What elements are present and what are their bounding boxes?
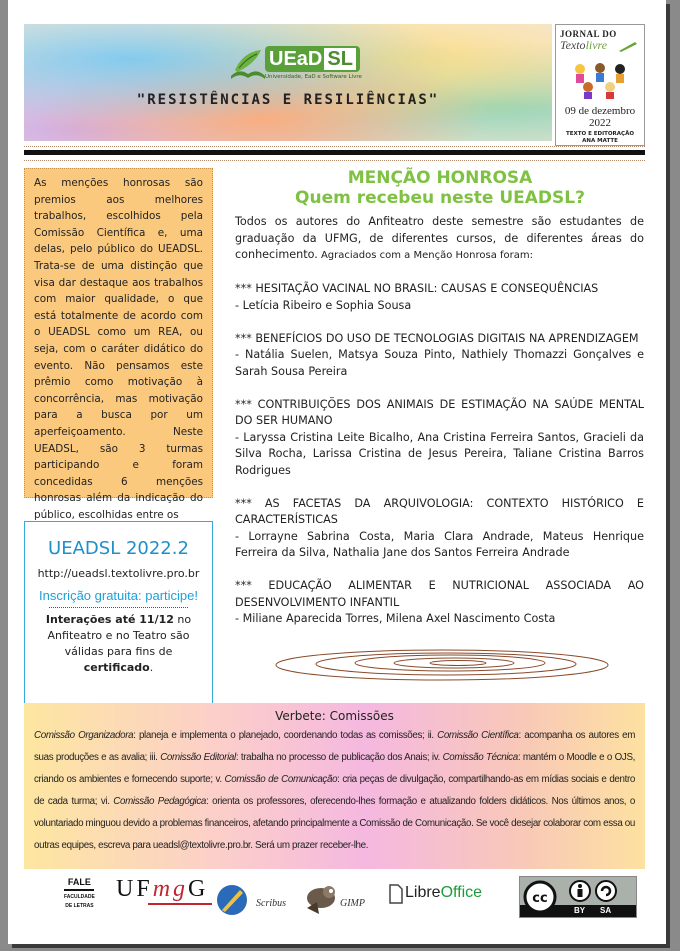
cc-sa-label: SA bbox=[600, 906, 612, 915]
verbete-title: Verbete: Comissões bbox=[275, 709, 394, 723]
jornal-title: JORNAL DO bbox=[560, 29, 617, 39]
jornal-badge bbox=[555, 24, 645, 146]
ufmg-logo: UFmgG bbox=[116, 876, 209, 902]
article-body bbox=[235, 214, 644, 644]
verbete-box bbox=[24, 703, 645, 869]
promo-note: Interações até 11/12 no Anfiteatro e no Teatro são válidas para fins de certificado. bbox=[45, 613, 192, 674]
kids-illustration bbox=[570, 61, 630, 99]
footer-logos bbox=[24, 870, 645, 920]
honor-entry: *** HESITAÇÃO VACINAL NO BRASIL: CAUSAS E CONSEQUÊNCIAS - Letícia Ribeiro e Sophia Sousa bbox=[235, 282, 599, 312]
honor-entry: *** EDUCAÇÃO ALIMENTAR E NUTRICIONAL ASSOCIADA AO DESENVOLVIMENTO INFANTIL - Miliane Aparecida Torres, Milena Axel Nascimento Costa bbox=[235, 579, 644, 625]
ueadsl-logo bbox=[229, 44, 362, 84]
sidebar-note bbox=[24, 168, 213, 521]
libreoffice-logo: LibreOffice bbox=[389, 882, 509, 910]
gimp-icon bbox=[299, 878, 343, 918]
fale-logo: FALE FACULDADE DE LETRAS bbox=[64, 877, 95, 909]
promo-box bbox=[24, 521, 213, 703]
jornal-credit: TEXTO E EDITORAÇÃO ANA MATTE bbox=[565, 131, 635, 144]
divider bbox=[49, 607, 188, 608]
creative-commons-badge bbox=[519, 876, 637, 918]
article-title: MENÇÃO HONROSA Quem recebeu neste UEADSL? bbox=[295, 168, 585, 208]
motto: "RESISTÊNCIAS E RESILIÊNCIAS" bbox=[136, 92, 440, 108]
divider-thick bbox=[24, 150, 645, 155]
verbete-text: Comissão Organizadora: planeja e implementa o planejado, coordenando todas as comissões; ii. Comissão Científica: acompanha os autores em suas produções e as avalia; iii. Comissão Editorial: trabalha no processo de publicação dos Anais; iv. Comissão Técnica: mantém o Moodle e o OJS, criando os ambientes e fornecendo suporte; v. Comissão de Comunicação: cria peças de divulgação, compartilhando-as em mídias sociais e dentro de cada turma; vi. Comissão Pedagógica: orienta os professores, oferecendo-lhes formação e atualizando folders didáticos. Nos últimos anos, o voluntariado minguou devido a problemas financeiros, afetando principalmente a Comissão de Comunicação. Se você desejar colaborar com essa ou outras equipes, escreva para ueadsl@textolivre.pro.br. Será um prazer receber-lhe. bbox=[34, 730, 636, 851]
logo-wordmark: UEaD SL bbox=[265, 46, 360, 72]
jornal-brand: Textolivre bbox=[560, 38, 608, 52]
logo-subtitle: Universidade, EaD e Software Livre bbox=[265, 74, 362, 80]
divider bbox=[24, 160, 645, 162]
sidebar-note-text: As menções honrosas são premios aos melhores trabalhos, escolhidos pela Comissão Científica e, uma delas, pelo público do UEADSL. Trata-se de uma distinção que visa dar destaque aos trabalhos com maior qualidade, o que está totalmente de acordo com o UEADSL como um REA, ou seja, com o caráter didático do evento. Não pensamos este prêmio como motivação à concorrência, mas motivação para a busca por um aperfeiçoamento. Neste UEADSL, são 3 turmas participando e foram concedidas 6 menções honrosas além da indicação do público, escolhidas entre os bbox=[34, 177, 203, 521]
honor-entry: *** CONTRIBUIÇÕES DOS ANIMAIS DE ESTIMAÇÃO NA SAÚDE MENTAL DO SER HUMANO - Laryssa Cristina Leite Bicalho, Ana Cristina Ferreira Santos, Gracieli da Silva Rocha, Larissa Cristina de Jesus Pereira, Taliane Cristina Barros Rodrigues bbox=[235, 397, 644, 477]
swirl-ornament bbox=[270, 645, 610, 685]
newsletter-page bbox=[8, 0, 666, 944]
pen-icon bbox=[618, 40, 638, 52]
scribus-label: Scribus bbox=[256, 898, 286, 909]
divider bbox=[24, 146, 645, 148]
honor-entry: *** AS FACETAS DA ARQUIVOLOGIA: CONTEXTO HISTÓRICO E CARACTERÍSTICAS - Lorrayne Sabrina Costa, Maria Clara Andrade, Mateus Henrique Ferreira da Silva, Nathalia Jane dos Santos Ferreira Andrade bbox=[235, 496, 644, 559]
cc-by-label: BY bbox=[574, 906, 586, 915]
promo-title: UEADSL 2022.2 bbox=[48, 538, 189, 559]
header-banner bbox=[24, 24, 552, 141]
jornal-date: 09 de dezembro 2022 bbox=[564, 105, 636, 129]
article-intro: Todos os autores do Anfiteatro deste semestre são estudantes de graduação da UFMG, de diferentes cursos, de diferentes áreas do conhecimento. Agraciados com a Menção Honrosa foram: bbox=[235, 215, 644, 261]
ufmg-underline bbox=[148, 903, 212, 905]
scribus-icon bbox=[214, 882, 250, 918]
document-icon bbox=[389, 884, 403, 904]
promo-signup: Inscrição gratuita: participe! bbox=[39, 588, 198, 603]
promo-url[interactable]: http://ueadsl.textolivre.pro.br bbox=[37, 567, 200, 580]
svg-text:cc: cc bbox=[532, 891, 548, 906]
gimp-label: GIMP bbox=[340, 898, 365, 909]
honor-entry: *** BENEFÍCIOS DO USO DE TECNOLOGIAS DIGITAIS NA APRENDIZAGEM - Natália Suelen, Matsya Souza Pinto, Nathiely Thomazzi Gonçalves e Sarah Sousa Pereira bbox=[235, 331, 644, 378]
book-leaf-icon bbox=[229, 46, 267, 80]
